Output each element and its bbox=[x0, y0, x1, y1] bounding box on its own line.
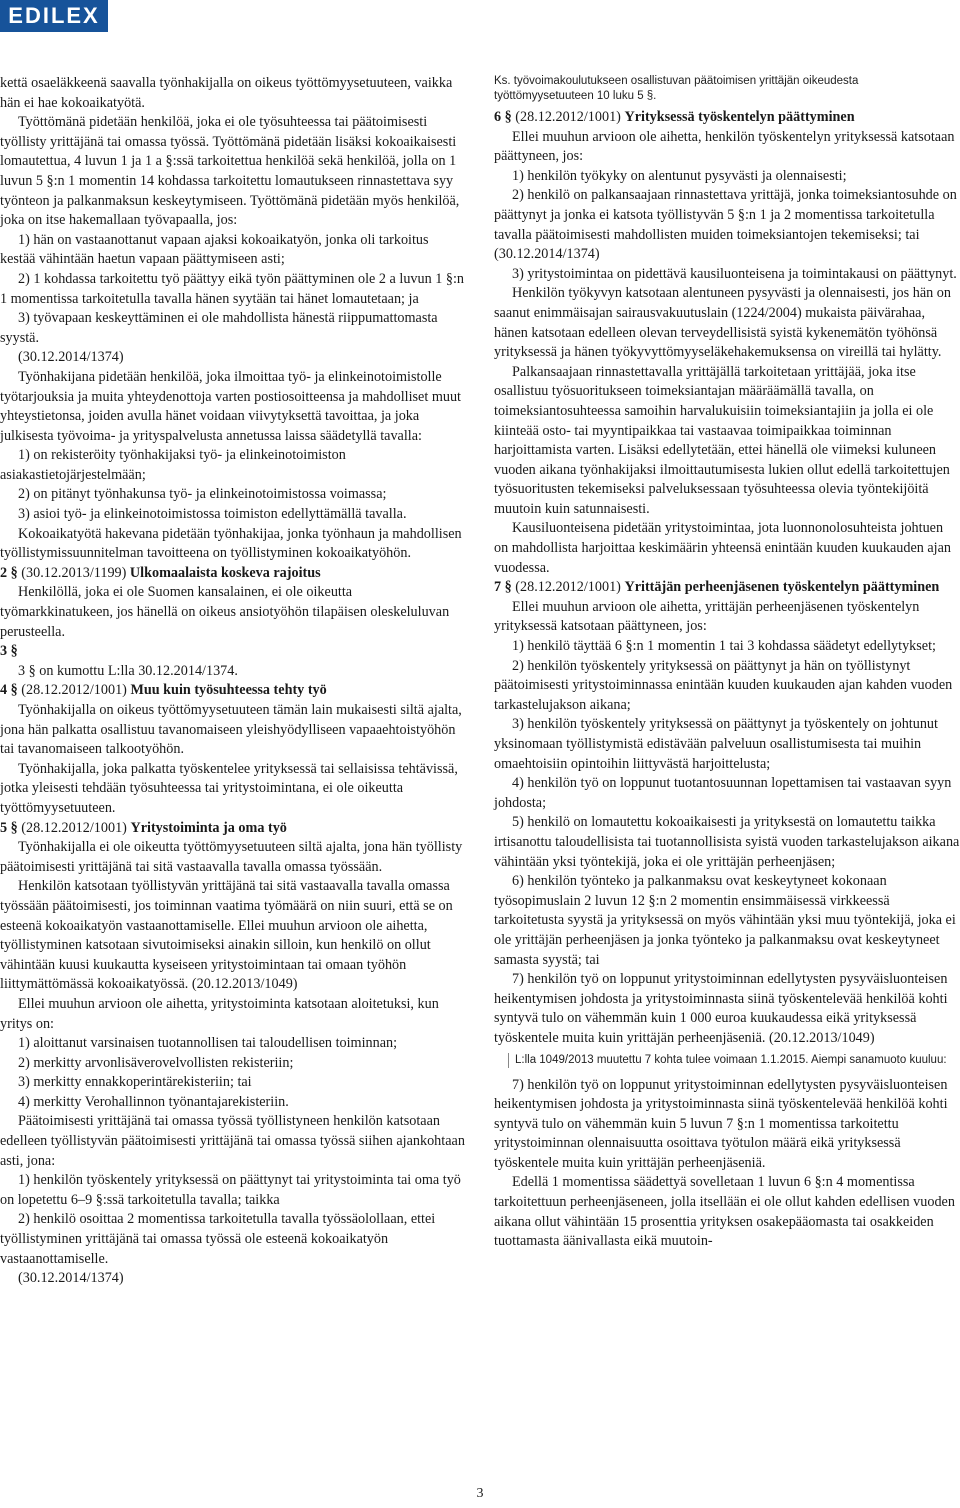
paragraph: Työnhakijalla on oikeus työttömyysetuuteen tämän lain mukaisesti siltä ajalta, jona hän palkatta osallistuu tavanomaiseen yleishyödylliseen vapaaehtoistyöhön tai tavanomaiseen talkootyöhön. bbox=[0, 702, 462, 758]
paragraph: (30.12.2014/1374) bbox=[18, 1270, 124, 1287]
paragraph: Työttömänä pidetään henkilöä, joka ei ole työsuhteessa tai päätoimisesti työllisty yrittäjänä tai omassa työssä. Työttömänä pidetään lisäksi kokoaikaisesti lomautettua, 4 luvun 1 ja 1 a §:ssä tarkoitettua henkilöä sekä henkilöä, jolla on 1 luvun 5 §:n 1 momentin 14 kohdassa tarkoitettu lomautukseen rinnastettava syy työnteon ja palkanmaksun keskeytymiseen. Työttömänä pidetään myös henkilöä, joka on itse hakemallaan työvapaalla, jos: bbox=[0, 114, 460, 229]
section-heading bbox=[494, 578, 960, 598]
paragraph: Edellä 1 momentissa säädettyä sovelletaan 1 luvun 6 §:n 4 momentissa tarkoitettuun perheenjäseneen, jolla itsellään ei ole ollut kahden edellisen vuoden aikana ollut vähintään 15 prosenttia yrityksen osakepääomasta tai osakkeiden tuottamasta äänivallasta eikä muutoin- bbox=[494, 1174, 955, 1250]
paragraph: 5) henkilö on lomautettu kokoaikaisesti ja yrityksestä on lomautettu taikka irtisanottu taloudellisista tai tuotannollisista syistä vuoden tarkastelujakson aikana vähintään yksi työntekijä, joka ei ole yrittäjän perheenjäsen; bbox=[494, 814, 960, 870]
section-heading bbox=[0, 564, 466, 584]
paragraph: 3) yritystoimintaa on pidettävä kausiluonteisena ja toimintakausi on päättynyt. bbox=[512, 265, 957, 282]
section-number: 4 § bbox=[0, 682, 18, 699]
paragraph: Ellei muuhun arvioon ole aihetta, henkilön työskentelyn yrityksessä katsotaan päättyneen, jos: bbox=[494, 128, 955, 165]
editorial-note: L:lla 1049/2013 muutettu 7 kohta tulee voimaan 1.1.2015. Aiempi sanamuoto kuuluu: bbox=[508, 1053, 960, 1068]
right-column bbox=[494, 74, 960, 1252]
paragraph: Henkilöllä, joka ei ole Suomen kansalainen, ei ole oikeutta työmarkkinatukeen, jos hänellä on oikeus ansiotyöhön tilapäisen oleskeluluvan perusteella. bbox=[0, 584, 450, 640]
section-heading bbox=[0, 642, 466, 662]
section-number: 6 § bbox=[494, 109, 512, 125]
logo-text: EDILEX bbox=[8, 3, 100, 28]
edilex-logo bbox=[0, 0, 108, 32]
section-number: 5 § bbox=[0, 819, 18, 836]
section-title: Yritystoiminta ja oma työ bbox=[130, 819, 287, 836]
paragraph: Työnhakijalla, joka palkatta työskentelee yrityksessä tai sellaisissa tehtävissä, jotka yleisesti tehdään työsuhteessa tai yritystoimintana, ei ole oikeutta työttömyysetuuteen. bbox=[0, 760, 458, 816]
paragraph: 7) henkilön työ on loppunut yritystoiminnan edellytysten pysyväisluonteisen heikentymisen johdosta ja yritystoiminnasta siinä työskentelevää henkilöä kohti syntyvä tulo on vähemmän kuin 5 luvun 7 §:n 1 momentissa tarkoitettu yritystoiminnan olennaisuutta osoittava työtulon määrä eikä yrityksessä työskentele muita kuin yrittäjän perheenjäseniä. bbox=[494, 1076, 948, 1171]
section-number: 7 § bbox=[494, 579, 512, 596]
paragraph: Työnhakijana pidetään henkilöä, joka ilmoittaa työ- ja elinkeinotoimistolle työtarjouksia ja muita yhteydenottoja varten postiosoitteensa ja mahdolliset muut yhteystietonsa, joiden avulla hänet voidaan viivytyksettä tavoittaa, ja joka julkisesta työvoima- ja yrityspalvelusta annetussa laissa säädetyllä tavalla: bbox=[0, 368, 461, 444]
paragraph: 4) merkitty Verohallinnon työnantajarekisteriin. bbox=[18, 1093, 289, 1110]
paragraph: 1) aloittanut varsinaisen tuotannollisen tai taloudellisen toiminnan; bbox=[18, 1035, 398, 1052]
paragraph: (30.12.2014/1374) bbox=[18, 349, 124, 366]
paragraph: 2) henkilö on palkansaajaan rinnastettava yrittäjä, jonka toimeksiantosuhde on päättynyt ja jonka ei katsota työllistyvän 5 §:n 1 ja 2 momentissa tarkoitetulla tavalla päätoimisesti mahdollisten muiden toimeksiantojen tekemiseksi; tai (30.12.2014/1374) bbox=[494, 187, 957, 263]
section-title: Muu kuin työsuhteessa tehty työ bbox=[130, 682, 327, 699]
section-number: 3 § bbox=[0, 643, 18, 660]
paragraph: 2) henkilö osoittaa 2 momentissa tarkoitetulla tavalla työssäolollaan, ettei työllistyminen yrittäjänä tai omassa työssä ole esteenä kokoaikatyön vastaanottamiselle. bbox=[0, 1211, 436, 1267]
paragraph: 4) henkilön työ on loppunut tuotantosuunnan lopettamisen tai vastaavan syyn johdosta; bbox=[494, 775, 952, 811]
section-heading bbox=[0, 819, 466, 839]
paragraph: 2) 1 kohdassa tarkoitettu työ päättyy eikä työn päättyminen ole 2 a luvun 1 §:n 1 momentissa tarkoitetulla tavalla hänen syytään tai hänet lomautetaan; ja bbox=[0, 270, 465, 307]
paragraph: 6) henkilön työnteko ja palkanmaksu ovat keskeytyneet kokonaan työsopimuslain 2 luvun 12 §:n 2 momentin ensimmäisessä virkkeessä tarkoitetusta syystä ja yrityksessä on myös vähintään yksi muu työntekijä, joka ei ole yrittäjän perheenjäsen ja jonka työnteko ja palkanmaksu ovat keskeytyneet samasta syystä; tai bbox=[494, 873, 956, 968]
amendment-reference: (28.12.2012/1001) bbox=[17, 682, 131, 699]
paragraph: 3 § on kumottu L:lla 30.12.2014/1374. bbox=[18, 662, 238, 679]
paragraph: Ellei muuhun arvioon ole aihetta, yritystoiminta katsotaan aloitetuksi, kun yritys on: bbox=[0, 995, 439, 1032]
section-title: Ulkomaalaista koskeva rajoitus bbox=[129, 564, 321, 581]
paragraph: Henkilön työkyvyn katsotaan alentuneen pysyvästi ja olennaisesti, jos hän on saanut enimmäisajan sairausvakuutuslain (1224/2004) mukaista päivärahaa, hänen katsotaan edelleen olevan terveydellisistä syistä kykenemätön työhönsä yrityksessä ja hänen työkyvyttömyyseläkehakemuksensa on vireillä tai hylätty. bbox=[494, 285, 951, 361]
section-title: Yrittäjän perheenjäsenen työskentelyn päättyminen bbox=[624, 579, 940, 596]
amendment-reference: (30.12.2013/1199) bbox=[17, 564, 130, 581]
paragraph: Kausiluonteisena pidetään yritystoimintaa, jota luonnonolosuhteista johtuen on mahdollista harjoittaa keskimäärin yhteensä enintään kuuden kuukauden ajan vuodessa. bbox=[494, 520, 952, 576]
paragraph: 1) on rekisteröity työnhakijaksi työ- ja elinkeinotoimiston asiakastietojärjestelmään; bbox=[0, 447, 346, 483]
amendment-reference: (28.12.2012/1001) bbox=[511, 579, 625, 596]
paragraph: Työnhakijalla ei ole oikeutta työttömyysetuuteen siltä ajalta, jona hän työllisty päätoimisesti yrittäjänä tai sitä vastaavalla tavalla omassa työssään. bbox=[0, 839, 463, 875]
paragraph: 2) merkitty arvonlisäverovelvollisten rekisteriin; bbox=[18, 1054, 294, 1071]
paragraph: kettä osaeläkkeenä saavalla työnhakijalla on oikeus työttömyysetuuteen, vaikka hän ei hae kokoaikatyötä. bbox=[0, 75, 453, 111]
section-heading bbox=[494, 108, 960, 128]
paragraph: 3) merkitty ennakkoperintärekisteriin; tai bbox=[18, 1074, 252, 1091]
section-title: Yrityksessä työskentelyn päättyminen bbox=[624, 109, 855, 125]
page-number: 3 bbox=[476, 1486, 484, 1501]
paragraph: Henkilön katsotaan työllistyvän yrittäjänä tai sitä vastaavalla tavalla omassa työssään päätoimisesti, jos toiminnan vaatima työmäärä on niin suuri, että se on esteenä kokoaikatyön vastaanottamiselle. Ellei muuhun arvioon ole aihetta, työllistyminen katsotaan sivutoimiseksi ainakin silloin, kun henkilö on ollut vähintään kuusi kuukautta kyseiseen yritystoimintaan tai omaan työhön liittymättömässä kokoaikatyössä. (20.12.2013/1049) bbox=[0, 878, 453, 993]
paragraph: Palkansaajaan rinnastettavalla yrittäjällä tarkoitetaan yrittäjää, joka itse osallistuu työsuoritukseen toimeksiantajan määräämällä tavalla, on toimeksiantosuhteessa samoihin harvalukuisiin toimeksiantajiin ja jolla ei ole kiinteää osto- tai myyntipaikkaa tai vastaavaa toimipaikkaa toiminnan harjoittamista varten. Lisäksi edellytetään, ettei hänellä ole viimeksi kuluneen vuoden aikana työnhakijaksi ilmoittautumisesta lukien ollut edellä tarkoitettujen työsuoritusten tekemiseksi palveluksessaan työsuhteessa olevia työntekijöitä muutoin kuin satunnaisesti. bbox=[494, 363, 950, 517]
paragraph: 2) henkilön työskentely yrityksessä on päättynyt ja hän on työllistynyt päätoimisesti yritystoiminnassa enintään kuuden kuukauden ajan kahden vuoden tarkastelujakson aikana; bbox=[494, 657, 953, 713]
paragraph: Kokoaikatyötä hakevana pidetään työnhakijaa, jonka työnhaun ja mahdollisen työllistymissuunnitelman tavoitteena on työllistyminen kokoaikatyöhön. bbox=[0, 525, 462, 562]
section-number: 2 § bbox=[0, 564, 18, 581]
paragraph: 3) työvapaan keskeyttäminen ei ole mahdollista hänestä riippumattomasta syystä. bbox=[0, 310, 438, 346]
paragraph: 3) asioi työ- ja elinkeinotoimistossa toimiston edellyttämällä tavalla. bbox=[18, 506, 407, 523]
amendment-reference: (28.12.2012/1001) bbox=[511, 109, 625, 125]
amendment-reference: (28.12.2012/1001) bbox=[17, 819, 131, 836]
paragraph: 1) henkilö täyttää 6 §:n 1 momentin 1 tai 3 kohdassa säädetyt edellytykset; bbox=[512, 638, 936, 655]
paragraph: Ellei muuhun arvioon ole aihetta, yrittäjän perheenjäsenen työskentelyn yrityksessä katsotaan päättyneen, jos: bbox=[494, 598, 920, 635]
paragraph: 7) henkilön työ on loppunut yritystoiminnan edellytysten pysyväisluonteisen heikentymisen johdosta ja yritystoiminnasta siinä työskentelevää henkilöä kohti syntyvä tulo on vähemmän kuin 1 000 euroa kuukaudessa eikä yrityksessä työskentele muita kuin yrittäjän perheenjäseniä. (20.12.2013/1049) bbox=[494, 971, 948, 1046]
left-column bbox=[0, 74, 466, 1289]
paragraph: 3) henkilön työskentely yrityksessä on päättynyt ja työskentely on johtunut yksinomaan työllistymistä edistävään palveluun osallistumisesta tai muihin omaehtoisiin opintoihin liittyvästä harjoittelusta; bbox=[494, 716, 938, 772]
section-heading bbox=[0, 681, 466, 701]
paragraph: Päätoimisesti yrittäjänä tai omassa työssä työllistyneen henkilön katsotaan edelleen työllistyvän päätoimisesti yrittäjänä tai omassa työssä siihen ajankohtaan asti, jona: bbox=[0, 1113, 465, 1169]
editorial-note: Ks. työvoimakoulutukseen osallistuvan päätoimisen yrittäjän oikeudesta työttömyysetuuteen 10 luku 5 §. bbox=[494, 75, 859, 102]
paragraph: 1) henkilön työkyky on alentunut pysyvästi ja olennaisesti; bbox=[512, 167, 847, 184]
paragraph: 1) hän on vastaanottanut vapaan ajaksi kokoaikatyön, jonka oli tarkoitus kestää vähintään haetun vapaan päättymiseen asti; bbox=[0, 231, 429, 268]
paragraph: 2) on pitänyt työnhakunsa työ- ja elinkeinotoimistossa voimassa; bbox=[18, 486, 387, 503]
paragraph: 1) henkilön työskentely yrityksessä on päättynyt tai yritystoiminta tai oma työ on lopetettu 6–9 §:ssä tarkoitetulla tavalla; taikka bbox=[0, 1172, 461, 1208]
